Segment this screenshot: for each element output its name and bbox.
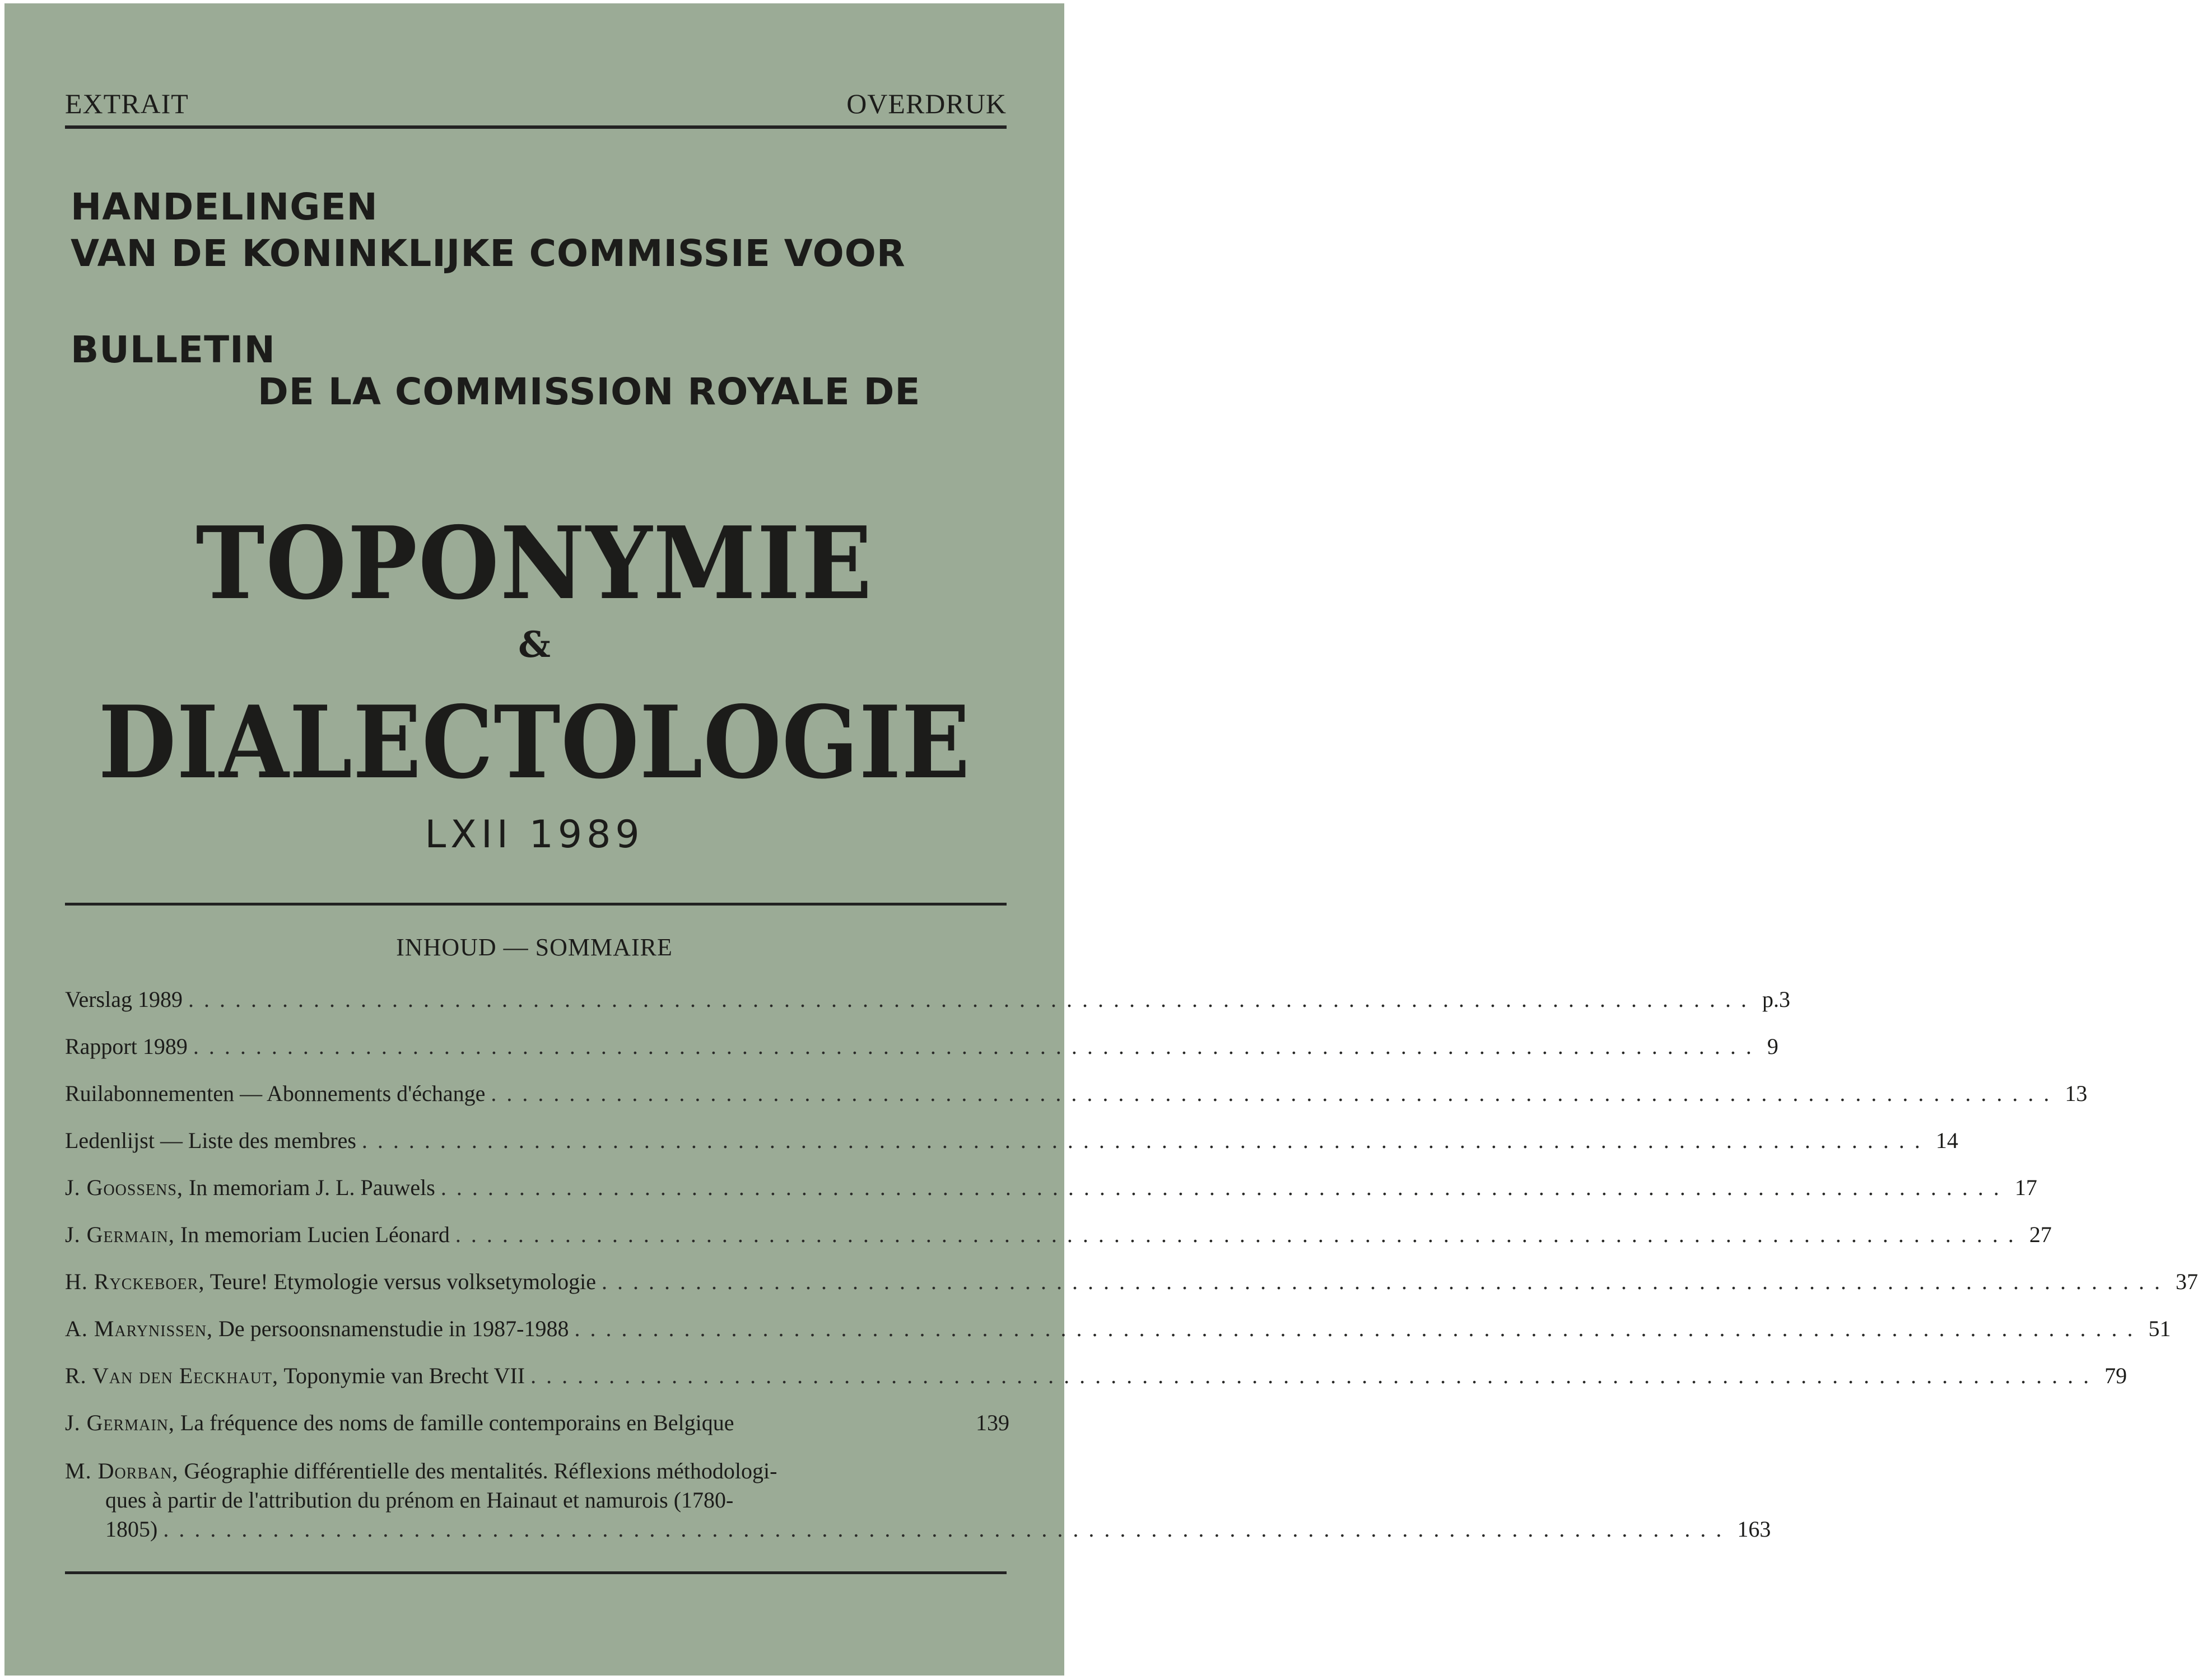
ampersand: & bbox=[518, 624, 551, 666]
leader-dots: .................................................................................................... bbox=[574, 1316, 2143, 1341]
toc-title: In memoriam Lucien Léonard bbox=[180, 1222, 450, 1247]
cover-header bbox=[65, 87, 1007, 120]
toc-entry bbox=[65, 1174, 2037, 1221]
toc-title-line-3: 1805) bbox=[105, 1516, 158, 1542]
book-cover bbox=[4, 3, 2198, 1676]
toc-entry bbox=[65, 986, 1790, 1033]
toc-entry bbox=[65, 1362, 2127, 1410]
table-of-contents bbox=[65, 986, 2198, 1544]
toc-title: Verslag 1989 bbox=[65, 987, 183, 1012]
title-line-3: BULLETIN bbox=[71, 328, 276, 371]
toc-author: H. Ryckeboer, bbox=[65, 1269, 205, 1294]
toc-title: Toponymie van Brecht VII bbox=[283, 1363, 525, 1388]
main-title-dialectologie: DIALECTOLOGIE bbox=[98, 684, 971, 801]
toc-author: J. Germain, bbox=[65, 1222, 175, 1247]
toc-author: M. Dorban, bbox=[65, 1458, 179, 1483]
toc-title: Rapport 1989 bbox=[65, 1034, 188, 1059]
top-rule bbox=[65, 125, 1007, 129]
leader-dots: .................................................................................................... bbox=[455, 1222, 2024, 1247]
page-prefix: p. bbox=[1762, 987, 1779, 1012]
toc-author: J. Goossens, bbox=[65, 1175, 183, 1200]
toc-heading: INHOUD — SOMMAIRE bbox=[396, 934, 673, 961]
title-line-1: HANDELINGEN bbox=[71, 185, 378, 228]
toc-title-line-1: Géographie différentielle des mentalités. Réflexions méthodologi- bbox=[184, 1458, 777, 1483]
leader-dots: .................................................................................................... bbox=[188, 987, 1757, 1012]
leader-dots: .................................................................................................... bbox=[530, 1363, 2099, 1388]
toc-title: In memoriam J. L. Pauwels bbox=[188, 1175, 435, 1200]
toc-title: Teure! Etymologie versus volksetymologie bbox=[209, 1269, 597, 1294]
toc-entry bbox=[65, 1127, 1958, 1174]
toc-author: J. Germain, bbox=[65, 1410, 175, 1435]
page-number: 27 bbox=[2029, 1222, 2052, 1247]
toc-entry bbox=[65, 1410, 1009, 1457]
toc-title: Ledenlijst — Liste des membres bbox=[65, 1128, 356, 1153]
middle-rule bbox=[65, 903, 1007, 906]
page-number: 37 bbox=[2176, 1269, 2198, 1294]
leader-dots: .................................................................................................... bbox=[361, 1128, 1930, 1153]
title-line-2: VAN DE KONINKLIJKE COMMISSIE VOOR bbox=[71, 232, 906, 275]
toc-title: Ruilabonnementen — Abonnements d'échange bbox=[65, 1081, 486, 1106]
page-number: 17 bbox=[2014, 1175, 2037, 1200]
toc-title: De persoonsnamenstudie in 1987-1988 bbox=[218, 1316, 569, 1341]
toc-title: La fréquence des noms de famille contemporains en Belgique bbox=[180, 1410, 734, 1435]
page-number: 9 bbox=[1767, 1034, 1778, 1059]
volume-year: LXII 1989 bbox=[425, 813, 644, 857]
page-number: 79 bbox=[2104, 1363, 2127, 1388]
leader-dots: .................................................................................................... bbox=[440, 1175, 2009, 1200]
toc-author: R. Van den Eeckhaut, bbox=[65, 1363, 279, 1388]
leader-dots: .................................................................................................... bbox=[163, 1516, 1732, 1542]
page-number: 139 bbox=[976, 1410, 1009, 1435]
page-number: 51 bbox=[2148, 1316, 2171, 1341]
bottom-rule bbox=[65, 1571, 1007, 1574]
page-number: 13 bbox=[2065, 1081, 2088, 1106]
page-number: 14 bbox=[1935, 1128, 1958, 1153]
leader-dots: .................................................................................................... bbox=[193, 1034, 1762, 1059]
toc-entry bbox=[65, 1033, 1778, 1080]
page-number: 3 bbox=[1778, 987, 1790, 1012]
main-title-toponymie: TOPONYMIE bbox=[195, 505, 873, 622]
toc-entry bbox=[65, 1315, 2171, 1362]
toc-entry bbox=[65, 1221, 2052, 1268]
leader-dots: .................................................................................................... bbox=[602, 1269, 2171, 1294]
toc-entry bbox=[65, 1080, 2088, 1127]
title-line-4: DE LA COMMISSION ROYALE DE bbox=[258, 370, 921, 413]
toc-entry bbox=[65, 1268, 2198, 1315]
header-right: OVERDRUK bbox=[846, 88, 1007, 119]
toc-title-line-2: ques à partir de l'attribution du prénom en Hainaut et namurois (1780- bbox=[105, 1487, 734, 1513]
toc-entry-multiline bbox=[65, 1457, 1771, 1544]
page-number: 163 bbox=[1737, 1516, 1771, 1542]
leader-dots: .................................................................................................... bbox=[491, 1081, 2060, 1106]
header-left: EXTRAIT bbox=[65, 88, 189, 119]
toc-author: A. Marynissen, bbox=[65, 1316, 213, 1341]
